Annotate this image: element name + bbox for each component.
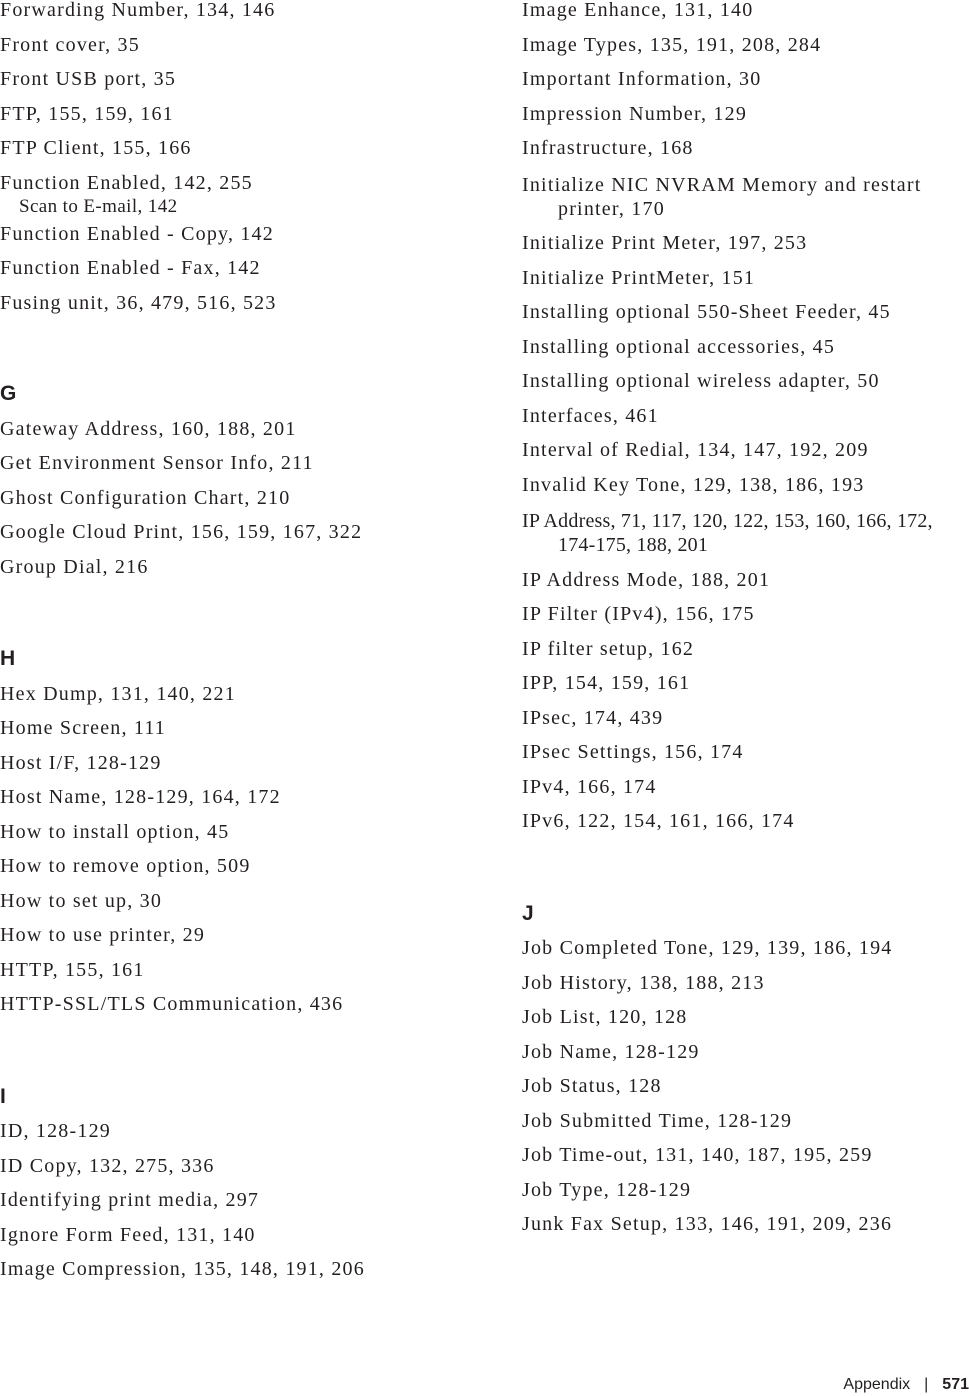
index-entry: Forwarding Number, 134, 146 (0, 0, 276, 21)
index-entry: Identifying print media, 297 (0, 1189, 260, 1211)
page-footer (843, 1376, 969, 1394)
index-entry: Job List, 120, 128 (522, 1006, 688, 1028)
index-entry: How to install option, 45 (0, 820, 230, 843)
index-entry: Home Screen, 111 (0, 717, 167, 739)
page-number: 571 (942, 1376, 969, 1393)
index-entry: How to set up, 30 (0, 889, 163, 912)
index-entry: Front USB port, 35 (0, 68, 177, 90)
index-entry: Front cover, 35 (0, 33, 140, 56)
index-entry: Installing optional accessories, 45 (522, 335, 836, 358)
index-entry: How to use printer, 29 (0, 924, 206, 946)
index-entry: HTTP-SSL/TLS Communication, 436 (0, 993, 344, 1015)
index-entry: Initialize PrintMeter, 151 (522, 266, 756, 289)
index-entry: Job Submitted Time, 128-129 (522, 1109, 793, 1132)
index-entry: FTP, 155, 159, 161 (0, 102, 174, 125)
index-entry: IPP, 154, 159, 161 (522, 672, 691, 694)
index-entry: Function Enabled - Copy, 142 (0, 222, 274, 245)
index-column-right (522, 0, 969, 1249)
index-entry: Important Information, 30 (522, 68, 762, 90)
index-entry: Installing optional wireless adapter, 50 (522, 370, 880, 392)
section-letter-heading: H (0, 647, 16, 670)
index-entry: IP Address Mode, 188, 201 (522, 568, 771, 591)
index-entry: ID Copy, 132, 275, 336 (0, 1154, 215, 1177)
index-entry: Gateway Address, 160, 188, 201 (0, 417, 297, 440)
index-entry: HTTP, 155, 161 (0, 958, 145, 981)
index-entry: IP Address, 71, 117, 120, 122, 153, 160, 166, 172, 174-175, 188, 201 (522, 510, 933, 556)
index-entry: Impression Number, 129 (522, 102, 748, 125)
index-entry: Job Name, 128-129 (522, 1040, 700, 1063)
index-entry: Get Environment Sensor Info, 211 (0, 452, 314, 474)
index-entry: How to remove option, 509 (0, 855, 251, 877)
index-entry: Ignore Form Feed, 131, 140 (0, 1223, 256, 1246)
index-entry: Group Dial, 216 (0, 555, 149, 578)
section-letter-heading: G (0, 382, 17, 405)
index-entry: Job Type, 128-129 (522, 1178, 692, 1201)
index-entry: Host Name, 128-129, 164, 172 (0, 786, 281, 808)
index-entry: Ghost Configuration Chart, 210 (0, 486, 291, 509)
footer-separator: | (924, 1376, 929, 1393)
index-entry: Function Enabled, 142, 255 (0, 171, 253, 194)
index-entry-group (0, 173, 490, 224)
index-entry: Fusing unit, 36, 479, 516, 523 (0, 291, 277, 314)
section-letter-heading: I (0, 1084, 6, 1108)
index-entry: Host I/F, 128-129 (0, 751, 162, 774)
index-entry: IPsec Settings, 156, 174 (522, 741, 744, 763)
index-entry: FTP Client, 155, 166 (0, 137, 192, 159)
index-entry: Initialize Print Meter, 197, 253 (522, 232, 808, 254)
index-entry: Function Enabled - Fax, 142 (0, 257, 261, 279)
index-entry: IPsec, 174, 439 (522, 706, 664, 729)
index-entry: Interfaces, 461 (522, 404, 659, 427)
index-entry: IPv4, 166, 174 (522, 775, 657, 798)
index-entry: Initialize NIC NVRAM Memory and restart printer, 170 (522, 173, 922, 220)
index-subentry: Scan to E-mail, 142 (19, 195, 178, 217)
index-entry: Interval of Redial, 134, 147, 192, 209 (522, 439, 869, 461)
index-entry: Hex Dump, 131, 140, 221 (0, 682, 236, 705)
section-letter-heading: J (522, 901, 534, 925)
index-entry: Image Compression, 135, 148, 191, 206 (0, 1258, 365, 1280)
index-entry: IP filter setup, 162 (522, 637, 695, 660)
index-entry: Job Time-out, 131, 140, 187, 195, 259 (522, 1144, 873, 1166)
index-entry: Job Status, 128 (522, 1075, 662, 1097)
index-entry: Junk Fax Setup, 133, 146, 191, 209, 236 (522, 1213, 893, 1235)
index-entry: Invalid Key Tone, 129, 138, 186, 193 (522, 473, 865, 496)
footer-section-label: Appendix (843, 1376, 911, 1393)
index-entry: Infrastructure, 168 (522, 137, 694, 159)
index-entry: Job Completed Tone, 129, 139, 186, 194 (522, 937, 893, 959)
index-entry: IP Filter (IPv4), 156, 175 (522, 603, 755, 625)
index-entry: ID, 128-129 (0, 1120, 111, 1142)
index-entry: Image Enhance, 131, 140 (522, 0, 754, 21)
index-entry: Job History, 138, 188, 213 (522, 971, 765, 994)
index-entry: Installing optional 550-Sheet Feeder, 45 (522, 301, 891, 323)
index-entry: Google Cloud Print, 156, 159, 167, 322 (0, 521, 363, 543)
index-column-left (0, 0, 490, 1294)
index-entry: Image Types, 135, 191, 208, 284 (522, 33, 822, 56)
index-entry: IPv6, 122, 154, 161, 166, 174 (522, 810, 795, 832)
